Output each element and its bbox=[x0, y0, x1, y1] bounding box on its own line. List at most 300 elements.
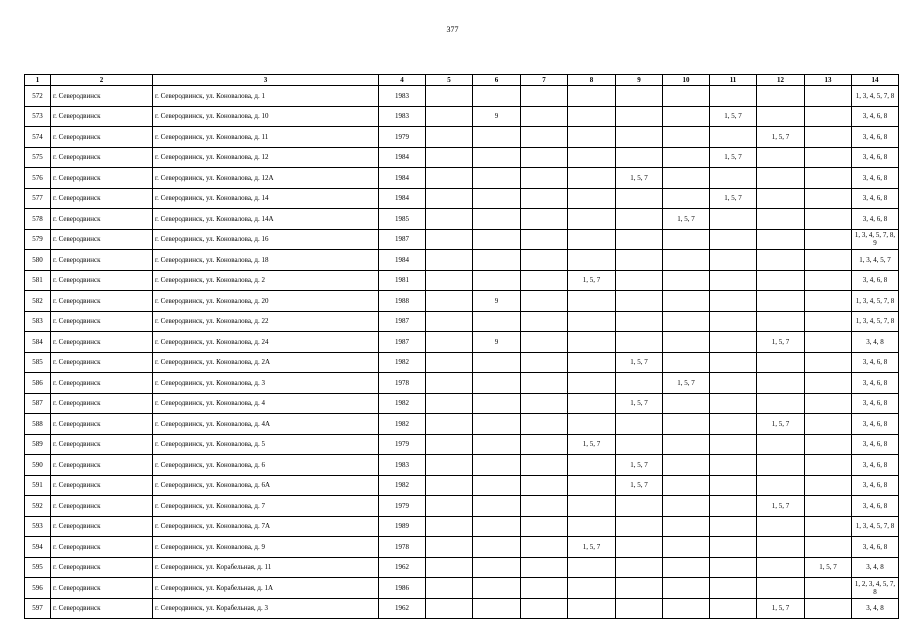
col11-cell bbox=[710, 537, 757, 558]
col14-cell: 3, 4, 6, 8 bbox=[852, 168, 899, 189]
year-cell: 1989 bbox=[379, 516, 426, 537]
col11-cell bbox=[710, 311, 757, 332]
col8-cell bbox=[568, 455, 616, 476]
column-header: 14 bbox=[852, 75, 899, 86]
col9-cell: 1, 5, 7 bbox=[616, 455, 663, 476]
col11-cell: 1, 5, 7 bbox=[710, 147, 757, 168]
address-cell: г. Северодвинск, ул. Корабельная, д. 1А bbox=[153, 578, 379, 599]
col10-cell bbox=[663, 598, 710, 619]
address-cell: г. Северодвинск, ул. Коновалова, д. 18 bbox=[153, 250, 379, 271]
col11-cell bbox=[710, 86, 757, 107]
col6-cell bbox=[473, 496, 521, 517]
col14-cell: 3, 4, 6, 8 bbox=[852, 393, 899, 414]
col12-cell: 1, 5, 7 bbox=[757, 127, 805, 148]
col13-cell bbox=[805, 106, 852, 127]
col12-cell bbox=[757, 270, 805, 291]
table-row bbox=[25, 250, 899, 271]
year-cell: 1988 bbox=[379, 291, 426, 312]
col5-cell bbox=[426, 373, 473, 394]
row-number: 580 bbox=[25, 250, 51, 271]
col13-cell bbox=[805, 475, 852, 496]
col8-cell bbox=[568, 557, 616, 578]
table-row bbox=[25, 168, 899, 189]
col6-cell bbox=[473, 127, 521, 148]
col6-cell bbox=[473, 168, 521, 189]
city-cell: г. Северодвинск bbox=[51, 229, 153, 250]
city-cell: г. Северодвинск bbox=[51, 127, 153, 148]
col14-cell: 3, 4, 6, 8 bbox=[852, 475, 899, 496]
year-cell: 1978 bbox=[379, 537, 426, 558]
row-number: 572 bbox=[25, 86, 51, 107]
col7-cell bbox=[521, 496, 568, 517]
column-header: 7 bbox=[521, 75, 568, 86]
col5-cell bbox=[426, 598, 473, 619]
year-cell: 1987 bbox=[379, 311, 426, 332]
address-cell: г. Северодвинск, ул. Коновалова, д. 6А bbox=[153, 475, 379, 496]
col9-cell bbox=[616, 250, 663, 271]
col9-cell bbox=[616, 516, 663, 537]
row-number: 594 bbox=[25, 537, 51, 558]
col12-cell: 1, 5, 7 bbox=[757, 332, 805, 353]
col7-cell bbox=[521, 475, 568, 496]
address-cell: г. Северодвинск, ул. Коновалова, д. 24 bbox=[153, 332, 379, 353]
col8-cell bbox=[568, 188, 616, 209]
col7-cell bbox=[521, 311, 568, 332]
col7-cell bbox=[521, 106, 568, 127]
column-header: 12 bbox=[757, 75, 805, 86]
col11-cell bbox=[710, 332, 757, 353]
col12-cell bbox=[757, 373, 805, 394]
year-cell: 1987 bbox=[379, 229, 426, 250]
address-cell: г. Северодвинск, ул. Коновалова, д. 2А bbox=[153, 352, 379, 373]
col6-cell bbox=[473, 516, 521, 537]
year-cell: 1983 bbox=[379, 86, 426, 107]
table-row bbox=[25, 209, 899, 230]
col9-cell bbox=[616, 537, 663, 558]
col14-cell: 3, 4, 6, 8 bbox=[852, 496, 899, 517]
col8-cell bbox=[568, 250, 616, 271]
col11-cell: 1, 5, 7 bbox=[710, 188, 757, 209]
col6-cell: 9 bbox=[473, 106, 521, 127]
col7-cell bbox=[521, 127, 568, 148]
col10-cell bbox=[663, 475, 710, 496]
col8-cell bbox=[568, 414, 616, 435]
table-row bbox=[25, 188, 899, 209]
col13-cell bbox=[805, 291, 852, 312]
column-header: 8 bbox=[568, 75, 616, 86]
col6-cell bbox=[473, 393, 521, 414]
city-cell: г. Северодвинск bbox=[51, 332, 153, 353]
address-cell: г. Северодвинск, ул. Корабельная, д. 11 bbox=[153, 557, 379, 578]
col7-cell bbox=[521, 270, 568, 291]
header-row bbox=[25, 75, 899, 86]
col11-cell bbox=[710, 250, 757, 271]
row-number: 595 bbox=[25, 557, 51, 578]
col5-cell bbox=[426, 147, 473, 168]
col11-cell bbox=[710, 168, 757, 189]
row-number: 581 bbox=[25, 270, 51, 291]
row-number: 574 bbox=[25, 127, 51, 148]
city-cell: г. Северодвинск bbox=[51, 537, 153, 558]
col11-cell bbox=[710, 209, 757, 230]
col13-cell bbox=[805, 352, 852, 373]
col5-cell bbox=[426, 270, 473, 291]
col13-cell: 1, 5, 7 bbox=[805, 557, 852, 578]
address-cell: г. Северодвинск, ул. Коновалова, д. 7 bbox=[153, 496, 379, 517]
col9-cell bbox=[616, 311, 663, 332]
col10-cell bbox=[663, 250, 710, 271]
address-cell: г. Северодвинск, ул. Коновалова, д. 12 bbox=[153, 147, 379, 168]
table-row bbox=[25, 332, 899, 353]
col10-cell bbox=[663, 291, 710, 312]
col12-cell bbox=[757, 557, 805, 578]
table-row bbox=[25, 516, 899, 537]
col5-cell bbox=[426, 291, 473, 312]
table-body bbox=[25, 86, 899, 619]
col8-cell bbox=[568, 168, 616, 189]
city-cell: г. Северодвинск bbox=[51, 86, 153, 107]
col14-cell: 1, 3, 4, 5, 7 bbox=[852, 250, 899, 271]
city-cell: г. Северодвинск bbox=[51, 557, 153, 578]
col6-cell: 9 bbox=[473, 332, 521, 353]
year-cell: 1983 bbox=[379, 106, 426, 127]
col10-cell bbox=[663, 537, 710, 558]
col10-cell bbox=[663, 352, 710, 373]
address-cell: г. Северодвинск, ул. Коновалова, д. 16 bbox=[153, 229, 379, 250]
col14-cell: 1, 3, 4, 5, 7, 8, 9 bbox=[852, 229, 899, 250]
col11-cell bbox=[710, 516, 757, 537]
col9-cell: 1, 5, 7 bbox=[616, 393, 663, 414]
col9-cell bbox=[616, 557, 663, 578]
col7-cell bbox=[521, 250, 568, 271]
col8-cell bbox=[568, 578, 616, 599]
col6-cell bbox=[473, 250, 521, 271]
col8-cell bbox=[568, 475, 616, 496]
col6-cell bbox=[473, 86, 521, 107]
col10-cell bbox=[663, 127, 710, 148]
col7-cell bbox=[521, 147, 568, 168]
col13-cell bbox=[805, 127, 852, 148]
col13-cell bbox=[805, 168, 852, 189]
col9-cell bbox=[616, 373, 663, 394]
col12-cell bbox=[757, 311, 805, 332]
col11-cell bbox=[710, 434, 757, 455]
col5-cell bbox=[426, 516, 473, 537]
col13-cell bbox=[805, 414, 852, 435]
page-number: 377 bbox=[446, 25, 459, 34]
col8-cell: 1, 5, 7 bbox=[568, 537, 616, 558]
col11-cell bbox=[710, 373, 757, 394]
column-header: 2 bbox=[51, 75, 153, 86]
col11-cell bbox=[710, 270, 757, 291]
column-header: 5 bbox=[426, 75, 473, 86]
col8-cell: 1, 5, 7 bbox=[568, 270, 616, 291]
col6-cell bbox=[473, 414, 521, 435]
col13-cell bbox=[805, 537, 852, 558]
col11-cell bbox=[710, 414, 757, 435]
col11-cell bbox=[710, 475, 757, 496]
city-cell: г. Северодвинск bbox=[51, 475, 153, 496]
table-row bbox=[25, 414, 899, 435]
year-cell: 1984 bbox=[379, 147, 426, 168]
column-header: 13 bbox=[805, 75, 852, 86]
col8-cell bbox=[568, 106, 616, 127]
col9-cell bbox=[616, 229, 663, 250]
city-cell: г. Северодвинск bbox=[51, 147, 153, 168]
col8-cell bbox=[568, 352, 616, 373]
col9-cell bbox=[616, 578, 663, 599]
col7-cell bbox=[521, 188, 568, 209]
address-cell: г. Северодвинск, ул. Коновалова, д. 11 bbox=[153, 127, 379, 148]
table-row bbox=[25, 455, 899, 476]
col5-cell bbox=[426, 393, 473, 414]
col10-cell bbox=[663, 496, 710, 517]
row-number: 583 bbox=[25, 311, 51, 332]
col12-cell bbox=[757, 168, 805, 189]
col10-cell bbox=[663, 188, 710, 209]
city-cell: г. Северодвинск bbox=[51, 434, 153, 455]
address-cell: г. Северодвинск, ул. Коновалова, д. 2 bbox=[153, 270, 379, 291]
table-row bbox=[25, 373, 899, 394]
col9-cell bbox=[616, 414, 663, 435]
col14-cell: 3, 4, 6, 8 bbox=[852, 209, 899, 230]
address-cell: г. Северодвинск, ул. Коновалова, д. 5 bbox=[153, 434, 379, 455]
col13-cell bbox=[805, 86, 852, 107]
col14-cell: 3, 4, 8 bbox=[852, 557, 899, 578]
address-cell: г. Северодвинск, ул. Коновалова, д. 4 bbox=[153, 393, 379, 414]
col13-cell bbox=[805, 578, 852, 599]
row-number: 579 bbox=[25, 229, 51, 250]
col9-cell bbox=[616, 270, 663, 291]
col14-cell: 3, 4, 6, 8 bbox=[852, 352, 899, 373]
col10-cell: 1, 5, 7 bbox=[663, 209, 710, 230]
column-header: 9 bbox=[616, 75, 663, 86]
col5-cell bbox=[426, 352, 473, 373]
col13-cell bbox=[805, 393, 852, 414]
col13-cell bbox=[805, 147, 852, 168]
col8-cell bbox=[568, 147, 616, 168]
col11-cell bbox=[710, 455, 757, 476]
col5-cell bbox=[426, 557, 473, 578]
col5-cell bbox=[426, 127, 473, 148]
col14-cell: 3, 4, 6, 8 bbox=[852, 537, 899, 558]
col8-cell bbox=[568, 598, 616, 619]
col14-cell: 3, 4, 8 bbox=[852, 332, 899, 353]
col9-cell bbox=[616, 209, 663, 230]
col14-cell: 3, 4, 6, 8 bbox=[852, 106, 899, 127]
col8-cell: 1, 5, 7 bbox=[568, 434, 616, 455]
col5-cell bbox=[426, 229, 473, 250]
table-row bbox=[25, 106, 899, 127]
col10-cell bbox=[663, 168, 710, 189]
col10-cell bbox=[663, 578, 710, 599]
col8-cell bbox=[568, 393, 616, 414]
col12-cell bbox=[757, 209, 805, 230]
col6-cell bbox=[473, 578, 521, 599]
year-cell: 1985 bbox=[379, 209, 426, 230]
row-number: 584 bbox=[25, 332, 51, 353]
col14-cell: 1, 2, 3, 4, 5, 7, 8 bbox=[852, 578, 899, 599]
col6-cell bbox=[473, 537, 521, 558]
col9-cell bbox=[616, 188, 663, 209]
col11-cell bbox=[710, 291, 757, 312]
col5-cell bbox=[426, 578, 473, 599]
col10-cell bbox=[663, 434, 710, 455]
col5-cell bbox=[426, 86, 473, 107]
col12-cell bbox=[757, 516, 805, 537]
address-cell: г. Северодвинск, ул. Коновалова, д. 14А bbox=[153, 209, 379, 230]
col6-cell bbox=[473, 270, 521, 291]
row-number: 590 bbox=[25, 455, 51, 476]
table-row bbox=[25, 434, 899, 455]
col11-cell: 1, 5, 7 bbox=[710, 106, 757, 127]
city-cell: г. Северодвинск bbox=[51, 209, 153, 230]
city-cell: г. Северодвинск bbox=[51, 311, 153, 332]
table-row bbox=[25, 578, 899, 599]
col10-cell bbox=[663, 106, 710, 127]
col14-cell: 3, 4, 6, 8 bbox=[852, 373, 899, 394]
col8-cell bbox=[568, 209, 616, 230]
col7-cell bbox=[521, 86, 568, 107]
col14-cell: 3, 4, 6, 8 bbox=[852, 270, 899, 291]
col9-cell bbox=[616, 291, 663, 312]
address-cell: г. Северодвинск, ул. Коновалова, д. 22 bbox=[153, 311, 379, 332]
table-row bbox=[25, 598, 899, 619]
col12-cell bbox=[757, 106, 805, 127]
col13-cell bbox=[805, 496, 852, 517]
col5-cell bbox=[426, 434, 473, 455]
col14-cell: 1, 3, 4, 5, 7, 8 bbox=[852, 311, 899, 332]
col12-cell bbox=[757, 291, 805, 312]
row-number: 585 bbox=[25, 352, 51, 373]
col12-cell bbox=[757, 147, 805, 168]
col12-cell bbox=[757, 86, 805, 107]
col8-cell bbox=[568, 496, 616, 517]
col14-cell: 3, 4, 6, 8 bbox=[852, 455, 899, 476]
col11-cell bbox=[710, 578, 757, 599]
row-number: 591 bbox=[25, 475, 51, 496]
city-cell: г. Северодвинск bbox=[51, 291, 153, 312]
city-cell: г. Северодвинск bbox=[51, 393, 153, 414]
col7-cell bbox=[521, 434, 568, 455]
col13-cell bbox=[805, 434, 852, 455]
col10-cell bbox=[663, 516, 710, 537]
year-cell: 1982 bbox=[379, 352, 426, 373]
col6-cell bbox=[473, 598, 521, 619]
col13-cell bbox=[805, 516, 852, 537]
col11-cell bbox=[710, 557, 757, 578]
col7-cell bbox=[521, 352, 568, 373]
row-number: 573 bbox=[25, 106, 51, 127]
col6-cell bbox=[473, 188, 521, 209]
col8-cell bbox=[568, 516, 616, 537]
col7-cell bbox=[521, 291, 568, 312]
col12-cell bbox=[757, 352, 805, 373]
col12-cell: 1, 5, 7 bbox=[757, 414, 805, 435]
col10-cell bbox=[663, 557, 710, 578]
table-row bbox=[25, 537, 899, 558]
city-cell: г. Северодвинск bbox=[51, 516, 153, 537]
col5-cell bbox=[426, 188, 473, 209]
year-cell: 1984 bbox=[379, 168, 426, 189]
col12-cell bbox=[757, 537, 805, 558]
city-cell: г. Северодвинск bbox=[51, 168, 153, 189]
col7-cell bbox=[521, 373, 568, 394]
address-cell: г. Северодвинск, ул. Коновалова, д. 14 bbox=[153, 188, 379, 209]
address-cell: г. Северодвинск, ул. Коновалова, д. 10 bbox=[153, 106, 379, 127]
year-cell: 1962 bbox=[379, 557, 426, 578]
col11-cell bbox=[710, 393, 757, 414]
col6-cell bbox=[473, 352, 521, 373]
col5-cell bbox=[426, 168, 473, 189]
year-cell: 1987 bbox=[379, 332, 426, 353]
city-cell: г. Северодвинск bbox=[51, 270, 153, 291]
col7-cell bbox=[521, 598, 568, 619]
col12-cell bbox=[757, 434, 805, 455]
row-number: 592 bbox=[25, 496, 51, 517]
row-number: 578 bbox=[25, 209, 51, 230]
year-cell: 1986 bbox=[379, 578, 426, 599]
col11-cell bbox=[710, 496, 757, 517]
col8-cell bbox=[568, 229, 616, 250]
column-header: 10 bbox=[663, 75, 710, 86]
col7-cell bbox=[521, 455, 568, 476]
col10-cell bbox=[663, 393, 710, 414]
col12-cell bbox=[757, 250, 805, 271]
col7-cell bbox=[521, 516, 568, 537]
year-cell: 1979 bbox=[379, 496, 426, 517]
col7-cell bbox=[521, 168, 568, 189]
col12-cell bbox=[757, 578, 805, 599]
col7-cell bbox=[521, 578, 568, 599]
table-row bbox=[25, 311, 899, 332]
col10-cell bbox=[663, 270, 710, 291]
address-cell: г. Северодвинск, ул. Коновалова, д. 4А bbox=[153, 414, 379, 435]
col14-cell: 3, 4, 8 bbox=[852, 598, 899, 619]
col8-cell bbox=[568, 373, 616, 394]
col5-cell bbox=[426, 106, 473, 127]
col6-cell bbox=[473, 475, 521, 496]
col12-cell bbox=[757, 475, 805, 496]
row-number: 596 bbox=[25, 578, 51, 599]
city-cell: г. Северодвинск bbox=[51, 414, 153, 435]
col7-cell bbox=[521, 209, 568, 230]
year-cell: 1982 bbox=[379, 475, 426, 496]
col6-cell bbox=[473, 147, 521, 168]
column-header: 3 bbox=[153, 75, 379, 86]
col10-cell bbox=[663, 332, 710, 353]
col9-cell bbox=[616, 127, 663, 148]
address-cell: г. Северодвинск, ул. Коновалова, д. 12А bbox=[153, 168, 379, 189]
col6-cell bbox=[473, 434, 521, 455]
col7-cell bbox=[521, 393, 568, 414]
col13-cell bbox=[805, 598, 852, 619]
col9-cell bbox=[616, 434, 663, 455]
row-number: 597 bbox=[25, 598, 51, 619]
col5-cell bbox=[426, 475, 473, 496]
col5-cell bbox=[426, 496, 473, 517]
col5-cell bbox=[426, 455, 473, 476]
col9-cell bbox=[616, 332, 663, 353]
col9-cell bbox=[616, 598, 663, 619]
year-cell: 1982 bbox=[379, 414, 426, 435]
col5-cell bbox=[426, 250, 473, 271]
table-row bbox=[25, 557, 899, 578]
year-cell: 1979 bbox=[379, 127, 426, 148]
table-row bbox=[25, 86, 899, 107]
col13-cell bbox=[805, 209, 852, 230]
table-row bbox=[25, 475, 899, 496]
